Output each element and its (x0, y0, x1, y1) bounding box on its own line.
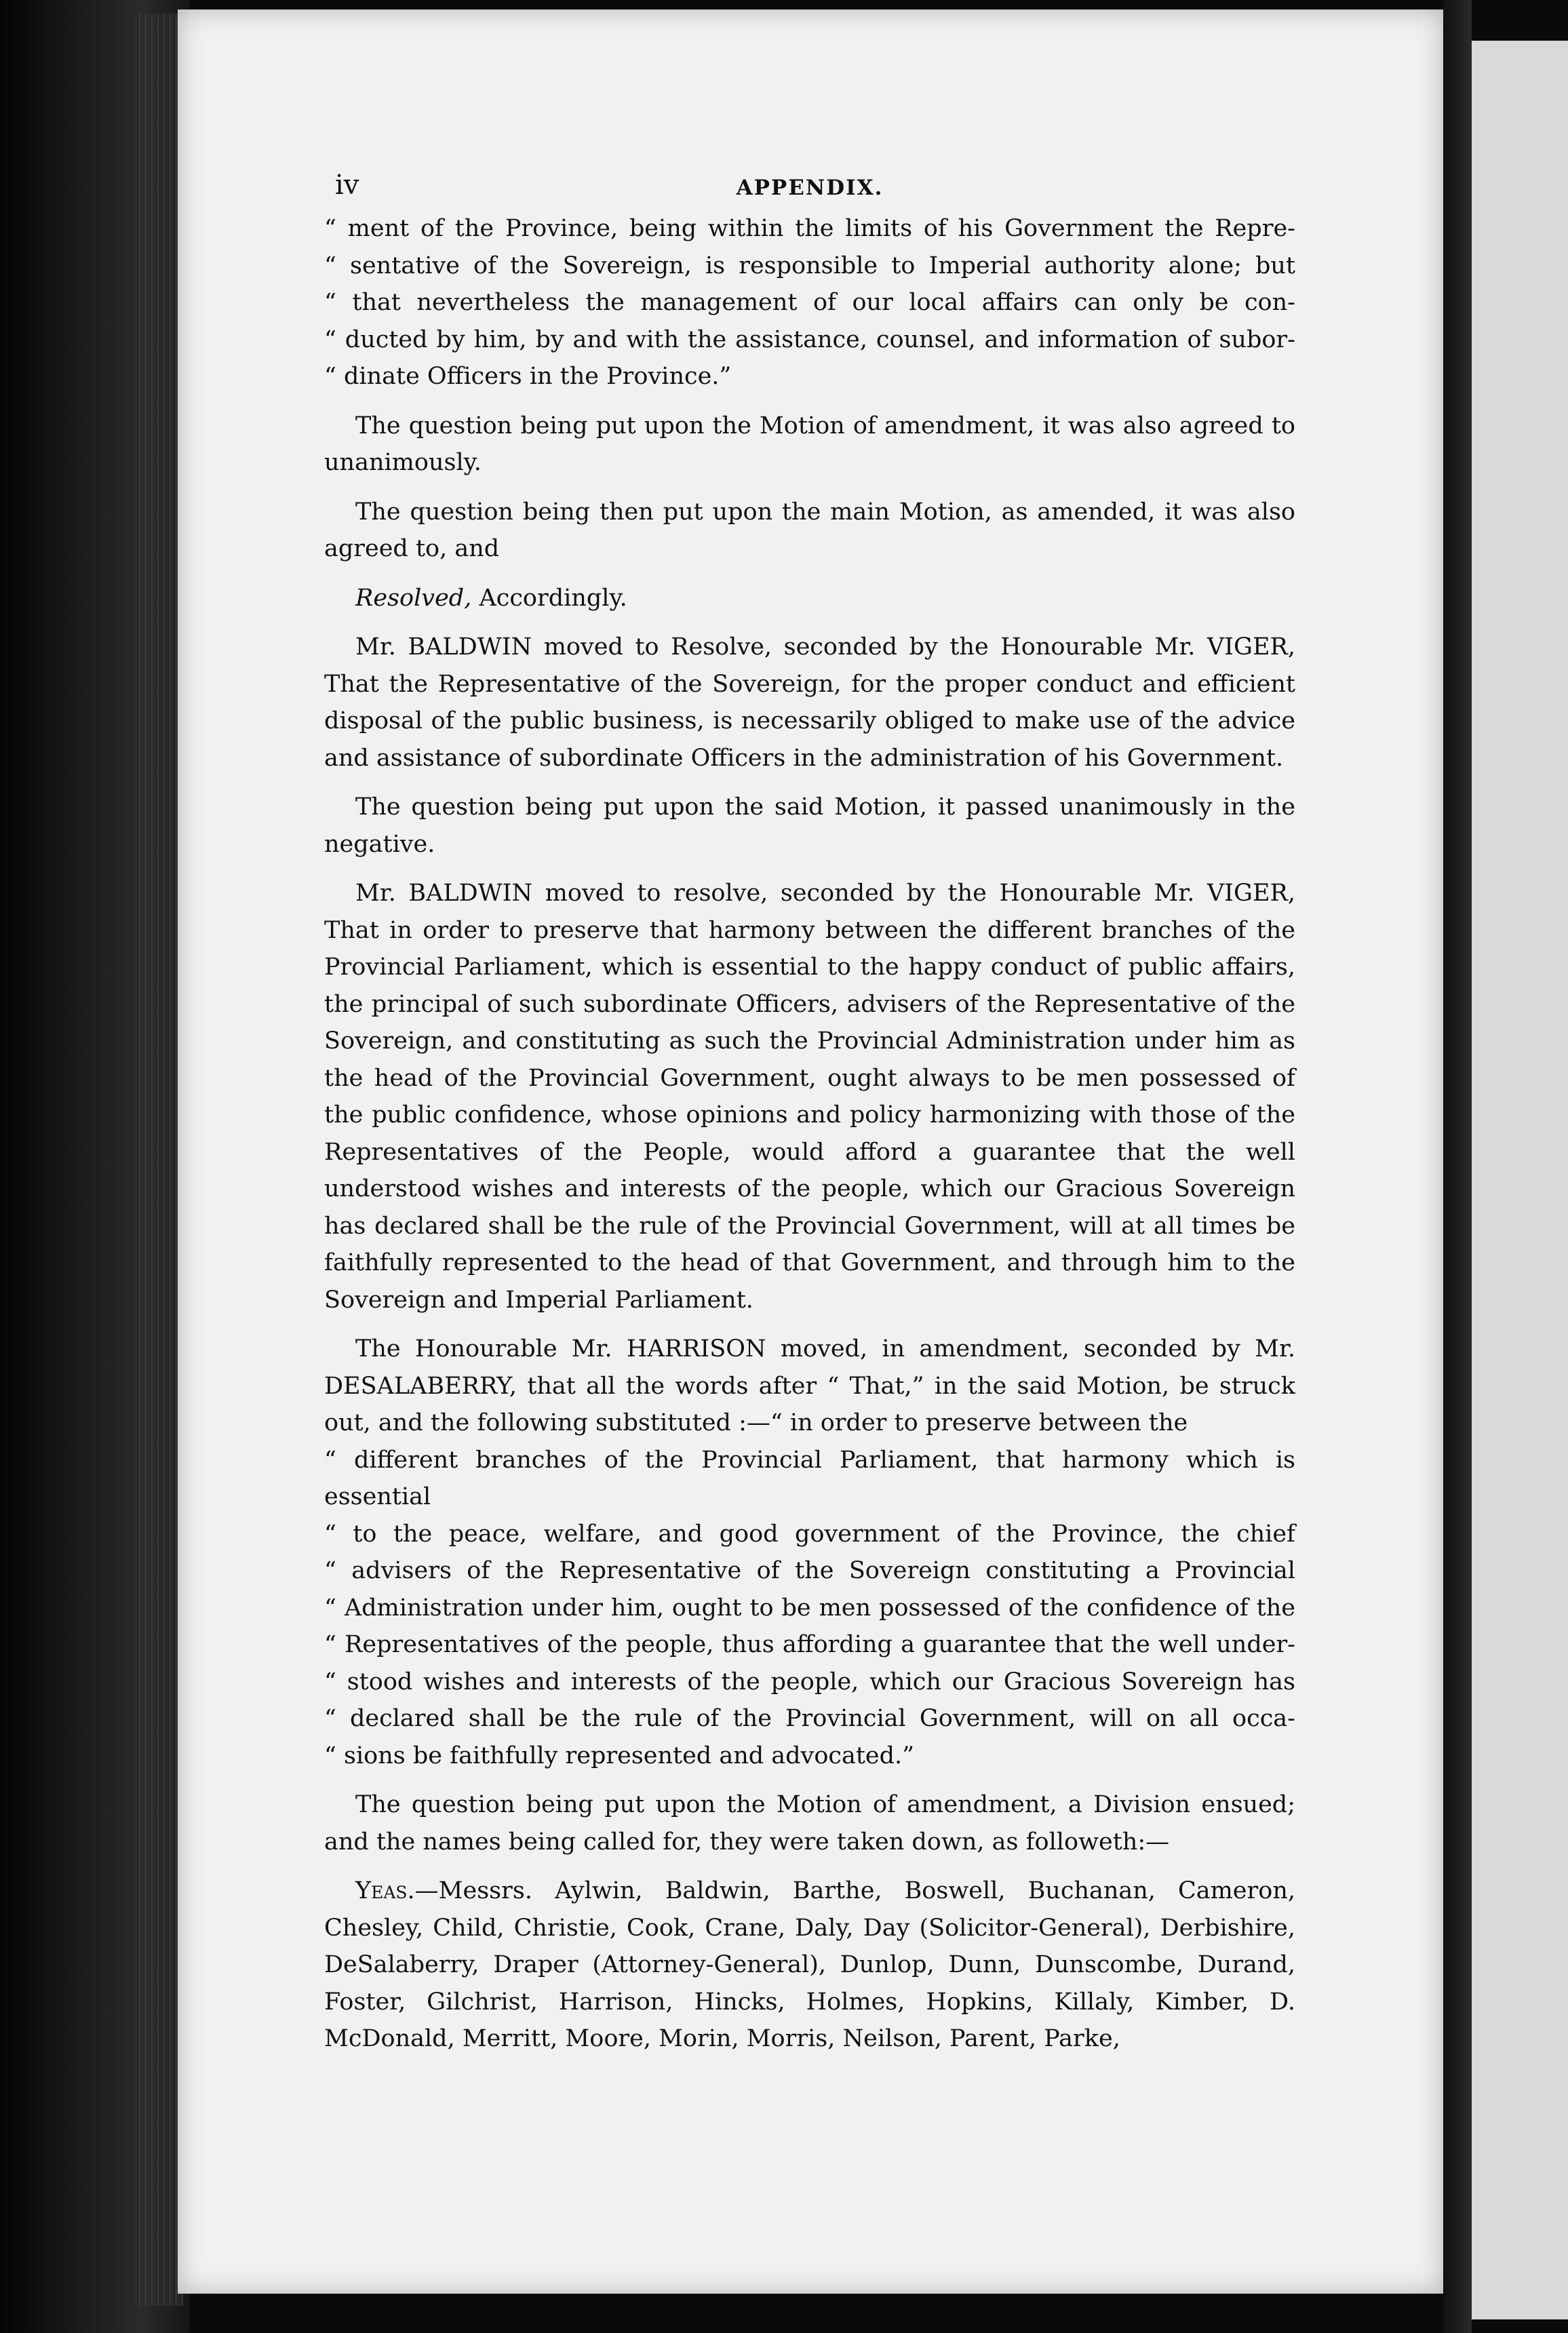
gutter-shadow (1443, 0, 1472, 2333)
resolved-label: Resolved, (355, 584, 472, 612)
paragraph-harrison: The Honourable Mr. HARRISON moved, in amendment, seconded by Mr. DESALABERRY, that all the words after “ That,” in the said Motion, be struck out, and the following substituted :—“ in order to preserve between the (324, 1335, 1295, 1436)
harrison-amendment (324, 1331, 1295, 1774)
paragraph-division: The question being put upon the Motion of amendment, a Division ensued; and the names being called for, they were taken down, as followeth:— (324, 1791, 1295, 1856)
quote-line: “ Administration under him, ought to be men possessed of the confidence of the (324, 1594, 1295, 1622)
paragraph-baldwin-motion-2: Mr. BALDWIN moved to resolve, seconded by the Honourable Mr. VIGER, That in order to preserve that harmony between the different branches of the Provincial Parliament, which is essential to the happy conduct of public affairs, the principal of such subordinate Officers, advisers of the Representative of the Sovereign, and constituting as such the Provincial Administration under him as the head of the Provincial Government, ought always to be men possessed of the public confidence, whose opinions and policy harmonizing with those of the Representatives of the People, would afford a guarantee that the well understood wishes and interests of the people, which our Gracious Sovereign has declared shall be the rule of the Provincial Government, will at all times be faithfully represented to the head of that Government, and through him to the Sovereign and Imperial Parliament. (324, 880, 1295, 1314)
paragraph-main-motion: The question being then put upon the main Motion, as amended, it was also agreed to, and (324, 498, 1295, 562)
page-number: iv (335, 170, 359, 201)
quote-line: “ advisers of the Representative of the Sovereign constituting a Provincial (324, 1557, 1295, 1584)
quote-line: “ to the peace, welfare, and good government of the Province, the chief (324, 1520, 1295, 1548)
paragraph-resolved (324, 580, 1295, 617)
page-header (324, 157, 1295, 210)
quote-line: “ sions be faithfully represented and advocated.” (324, 1742, 915, 1769)
paragraph-negative: The question being put upon the said Motion, it passed unanimously in the negative. (324, 793, 1295, 858)
quote-continuation (324, 210, 1295, 395)
quote-line: “ ment of the Province, being within the limits of his Government the Repre- (324, 215, 1295, 242)
quote-line: “ declared shall be the rule of the Provincial Government, will on all occa- (324, 1705, 1295, 1732)
quote-line: “ stood wishes and interests of the people, which our Gracious Sovereign has (324, 1668, 1295, 1695)
paragraph-baldwin-motion-1: Mr. BALDWIN moved to Resolve, seconded by the Honourable Mr. VIGER, That the Representative of the Sovereign, for the proper conduct and efficient disposal of the public business, is necessarily obliged to make use of the advice and assistance of subordinate Officers in the administration of his Government. (324, 633, 1295, 772)
yeas-names: —Messrs. Aylwin, Baldwin, Barthe, Boswell, Buchanan, Cameron, Chesley, Child, Christie, Cook, Crane, Daly, Day (Solicitor-General), Derbishire, DeSalaberry, Draper (Attorney-General), Dunlop, Dunn, Dunscombe, Durand, Foster, Gilchrist, Harrison, Hincks, Holmes, Hopkins, Killaly, Kimber, D. McDonald, Merritt, Moore, Morin, Morris, Neilson, Parent, Parke, (324, 1877, 1295, 2052)
quote-line: “ that nevertheless the management of our local affairs can only be con- (324, 289, 1295, 316)
quote-line: “ sentative of the Sovereign, is responsible to Imperial authority alone; but (324, 252, 1295, 279)
paragraph-amendment-agreed: The question being put upon the Motion of amendment, it was also agreed to unanimously. (324, 412, 1295, 476)
quote-line: “ different branches of the Provincial Parliament, that harmony which is essential (324, 1446, 1295, 1510)
paragraph-yeas (324, 1873, 1295, 2058)
resolved-text: Accordingly. (471, 584, 627, 612)
quote-line: “ dinate Officers in the Province.” (324, 363, 732, 390)
quote-line: “ Representatives of the people, thus affording a guarantee that the well under- (324, 1631, 1295, 1658)
page-text (324, 157, 1295, 2070)
yeas-label: Yeas. (355, 1877, 415, 1904)
page-edges (136, 14, 183, 2306)
quote-line: “ ducted by him, by and with the assistance, counsel, and information of subor- (324, 326, 1295, 353)
running-head: APPENDIX. (736, 176, 884, 200)
facing-page (1472, 41, 1568, 2319)
